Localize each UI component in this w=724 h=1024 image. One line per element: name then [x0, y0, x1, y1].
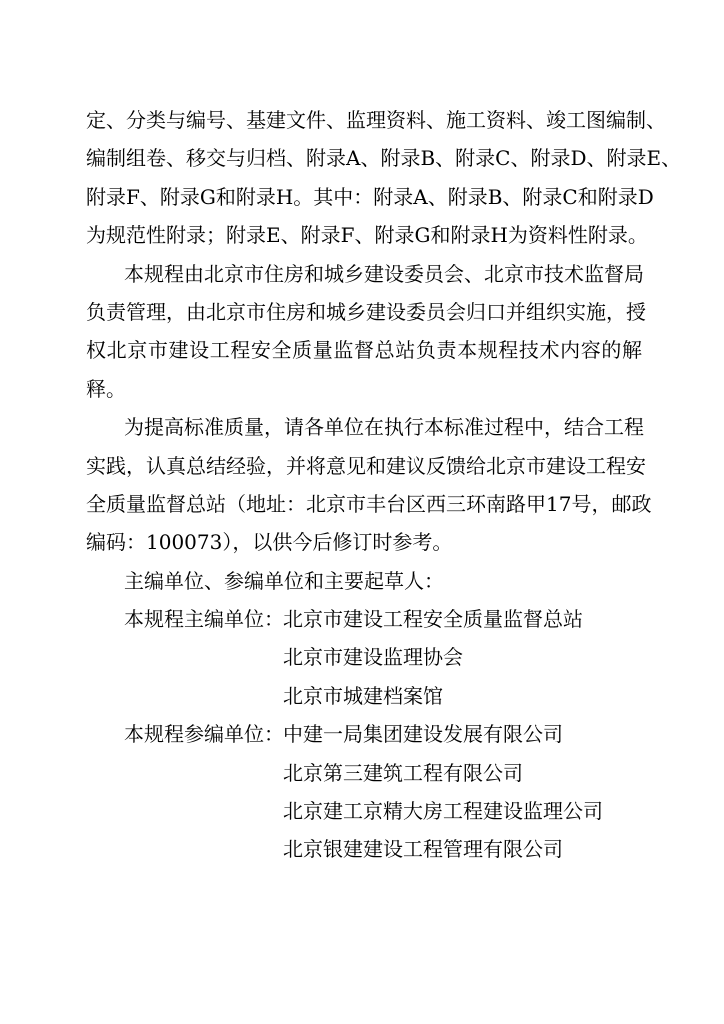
paragraph-2-line-4: 释。	[86, 377, 126, 401]
paragraph-1-line-1: 定、分类与编号、基建文件、监理资料、施工资料、竣工图编制、	[86, 108, 666, 132]
paragraph-3-line-1: 为提高标准质量，请各单位在执行本标准过程中，结合工程	[124, 415, 644, 439]
paragraph-3-line-4: 编码：100073），以供今后修订时参考。	[86, 530, 453, 554]
chief-editor-unit-2: 北京市建设监理协会	[283, 645, 463, 669]
participant-unit-3: 北京建工京精大房工程建设监理公司	[283, 799, 603, 823]
chief-editor-label: 本规程主编单位：	[124, 607, 284, 631]
paragraph-3-line-2: 实践，认真总结经验，并将意见和建议反馈给北京市建设工程安	[86, 454, 646, 478]
paragraph-1-line-3: 附录F、附录G和附录H。其中：附录A、附录B、附录C和附录D	[86, 185, 654, 209]
paragraph-1-line-4: 为规范性附录；附录E、附录F、附录G和附录H为资料性附录。	[86, 223, 648, 247]
paragraph-2-line-2: 负责管理，由北京市住房和城乡建设委员会归口并组织实施，授	[86, 300, 646, 324]
paragraph-1-line-2: 编制组卷、移交与归档、附录A、附录B、附录C、附录D、附录E、	[86, 146, 682, 170]
paragraph-4: 主编单位、参编单位和主要起草人：	[124, 569, 444, 593]
participant-unit-2: 北京第三建筑工程有限公司	[283, 761, 523, 785]
paragraph-2-line-3: 权北京市建设工程安全质量监督总站负责本规程技术内容的解	[86, 338, 642, 362]
chief-editor-unit-1: 北京市建设工程安全质量监督总站	[283, 607, 583, 631]
chief-editor-unit-3: 北京市城建档案馆	[283, 684, 443, 708]
paragraph-2-line-1: 本规程由北京市住房和城乡建设委员会、北京市技术监督局	[124, 262, 644, 286]
participant-label: 本规程参编单位：	[124, 722, 284, 746]
participant-unit-4: 北京银建建设工程管理有限公司	[283, 837, 563, 861]
participant-unit-1: 中建一局集团建设发展有限公司	[283, 722, 563, 746]
paragraph-3-line-3: 全质量监督总站（地址：北京市丰台区西三环南路甲17号，邮政	[86, 492, 652, 516]
